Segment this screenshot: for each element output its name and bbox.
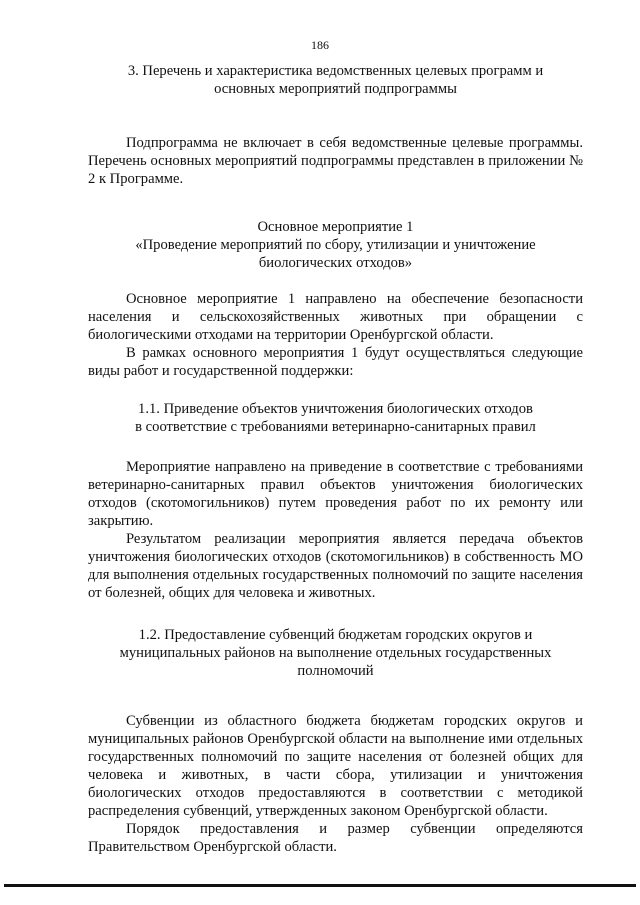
subsection-1-2-title-line-1: 1.2. Предоставление субвенций бюджетам городских округов и (138, 627, 533, 643)
event1-title-line-3: биологических отходов» (258, 255, 413, 271)
event1-paragraph-1: Основное мероприятие 1 направлено на обеспечение безопасности населения и сельскохозяйственных животных при обращении с биологическими отходами на территории Оренбургской области. (88, 291, 583, 343)
section-heading-line-1: 3. Перечень и характеристика ведомственных целевых программ и (127, 63, 544, 79)
document-body (88, 62, 583, 856)
event1-title-line-2: «Проведение мероприятий по сбору, утилизации и уничтожение (135, 237, 536, 253)
subsection-1-2-title-line-3: полномочий (297, 663, 374, 679)
subsection-1-1-paragraph-2: Результатом реализации мероприятия является передача объектов уничтожения биологических отходов (скотомогильников) в собственность МО для выполнения отдельных государственных полномочий по защите населения от болезней, общих для человека и животных. (88, 531, 583, 601)
page-number: 186 (311, 38, 329, 52)
event1-title-line-1: Основное мероприятие 1 (257, 219, 414, 235)
subsection-1-1-paragraph-1: Мероприятие направлено на приведение в соответствие с требованиями ветеринарно-санитарных правил объектов уничтожения биологических отходов (скотомогильников) путем проведения работ по их ремонту или закрытию. (88, 459, 583, 529)
section-heading (88, 62, 583, 98)
section-heading-line-2: основных мероприятий подпрограммы (214, 81, 457, 97)
subsection-1-2-paragraph-1: Субвенции из областного бюджета бюджетам городских округов и муниципальных районов Оренбургской области на выполнение ими отдельных государственных полномочий по защите населения от болезней общих для человека и животных, в части сбора, утилизации и уничтожения биологических отходов предоставляются в соответствии с методикой распределения субвенций, утвержденных законом Оренбургской области. (88, 713, 583, 819)
subsection-1-2-title-line-2: муниципальных районов на выполнение отдельных государственных (119, 645, 552, 661)
event1-paragraph-2: В рамках основного мероприятия 1 будут осуществляться следующие виды работ и государственной поддержки: (88, 345, 583, 379)
section-paragraph: Подпрограмма не включает в себя ведомственные целевые программы. Перечень основных мероприятий подпрограммы представлен в приложении № 2 к Программе. (88, 135, 583, 187)
subsection-1-1-title (88, 400, 583, 436)
event1-title (88, 218, 583, 272)
subsection-1-2-title (88, 626, 583, 680)
subsection-1-2-paragraph-2: Порядок предоставления и размер субвенции определяются Правительством Оренбургской области. (88, 821, 583, 855)
subsection-1-1-title-line-2: в соответствие с требованиями ветеринарно-санитарных правил (135, 419, 536, 435)
bottom-rule (4, 884, 636, 887)
subsection-1-1-title-line-1: 1.1. Приведение объектов уничтожения биологических отходов (138, 401, 533, 417)
